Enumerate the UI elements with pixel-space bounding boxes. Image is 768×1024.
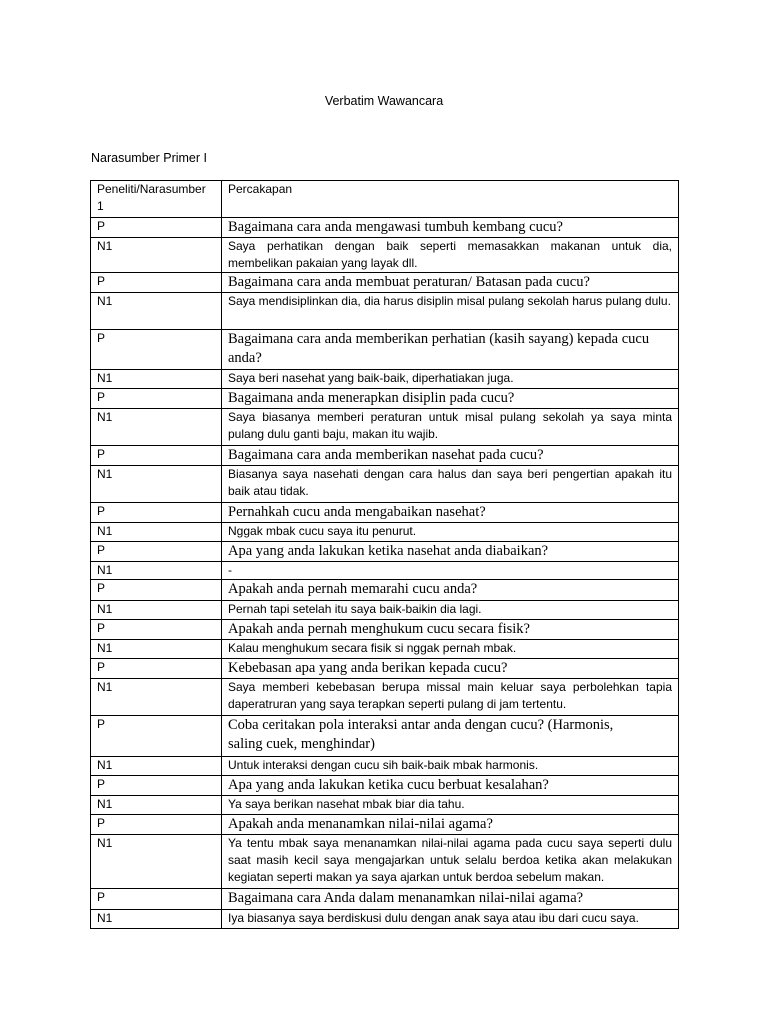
speaker-cell: N1 [91,679,222,716]
speaker-cell: P [91,389,222,409]
speaker-cell: P [91,330,222,370]
answer-cell: Pernah tapi setelah itu saya baik-baikin dia lagi. [222,601,679,620]
question-cell: Apakah anda pernah menghukum cucu secara fisik? [222,620,679,640]
speaker-cell: P [91,273,222,293]
question-cell: Pernahkah cucu anda mengabaikan nasehat? [222,503,679,523]
speaker-cell: N1 [91,796,222,815]
question-cell: Bagaimana cara anda mengawasi tumbuh kembang cucu? [222,218,679,238]
speaker-cell: N1 [91,238,222,273]
answer-cell: Saya memberi kebebasan berupa missal main keluar saya perbolehkan tapia daperatruran yang saya terapkan seperti pulang di jam tertentu. [222,679,679,716]
verbatim-table [90,180,679,929]
question-cell: Bagaimana cara Anda dalam menanamkan nilai-nilai agama? [222,889,679,910]
table-row [91,273,679,293]
section-subtitle: Narasumber Primer I [91,151,207,165]
speaker-cell: P [91,218,222,238]
answer-cell: Saya beri nasehat yang baik-baik, diperhatiakan juga. [222,370,679,389]
answer-cell: Kalau menghukum secara fisik si nggak pernah mbak. [222,640,679,659]
answer-cell: Biasanya saya nasehati dengan cara halus dan saya beri pengertian apakah itu baik atau tidak. [222,466,679,503]
answer-cell: - [222,562,679,580]
table-row [91,910,679,929]
table-row [91,776,679,796]
answer-cell: Saya mendisiplinkan dia, dia harus disiplin misal pulang sekolah harus pulang dulu. [222,293,679,330]
table-row [91,796,679,815]
speaker-cell: N1 [91,293,222,330]
table-row [91,466,679,503]
table-row [91,238,679,273]
table-row [91,370,679,389]
question-text: Coba ceritakan pola interaksi antar anda dengan cucu? (Harmonis, saling cuek, menghindar) [228,717,614,752]
table-row [91,679,679,716]
table-row [91,757,679,776]
speaker-cell: N1 [91,466,222,503]
answer-cell: Saya perhatikan dengan baik seperti memasakkan makanan untuk dia, membelikan pakaian yang layak dll. [222,238,679,273]
table-row [91,640,679,659]
speaker-cell: P [91,580,222,601]
answer-cell: Untuk interaksi dengan cucu sih baik-baik mbak harmonis. [222,757,679,776]
table-row [91,889,679,910]
answer-cell: Ya saya berikan nasehat mbak biar dia tahu. [222,796,679,815]
table-row [91,659,679,679]
speaker-cell: P [91,659,222,679]
speaker-cell: P [91,503,222,523]
answer-cell: Iya biasanya saya berdiskusi dulu dengan anak saya atau ibu dari cucu saya. [222,910,679,929]
table-row [91,580,679,601]
question-cell: Bagaimana cara anda membuat peraturan/ Batasan pada cucu? [222,273,679,293]
header-speaker: Peneliti/Narasumber 1 [91,181,222,218]
speaker-cell: N1 [91,523,222,542]
answer-cell: Nggak mbak cucu saya itu penurut. [222,523,679,542]
table-row [91,523,679,542]
table-row [91,503,679,523]
question-cell: Apakah anda menanamkan nilai-nilai agama? [222,815,679,835]
speaker-cell: N1 [91,910,222,929]
table-row [91,389,679,409]
speaker-cell: N1 [91,370,222,389]
question-cell: Kebebasan apa yang anda berikan kepada cucu? [222,659,679,679]
speaker-cell: N1 [91,409,222,446]
answer-cell: Ya tentu mbak saya menanamkan nilai-nilai agama pada cucu saya seperti dulu saat masih kecil saya mengajarkan untuk selalu berdoa ketika akan melakukan kegiatan seperti makan ya saya ajarkan untuk berdoa sebelum makan. [222,835,679,889]
table-row [91,620,679,640]
table-row [91,293,679,330]
table-row [91,562,679,580]
table-row [91,542,679,562]
speaker-cell: P [91,815,222,835]
question-cell: Bagaimana cara anda memberikan nasehat pada cucu? [222,446,679,466]
speaker-cell: P [91,716,222,757]
question-cell: Bagaimana cara anda memberikan perhatian (kasih sayang) kepada cucu anda? [222,330,679,370]
speaker-cell: P [91,446,222,466]
header-conversation: Percakapan [222,181,679,218]
speaker-cell: N1 [91,562,222,580]
speaker-cell: N1 [91,757,222,776]
table-row [91,409,679,446]
question-cell: Apa yang anda lakukan ketika nasehat anda diabaikan? [222,542,679,562]
question-cell: Bagaimana anda menerapkan disiplin pada cucu? [222,389,679,409]
table-row [91,716,679,757]
table-row [91,218,679,238]
table-row [91,835,679,889]
speaker-cell: P [91,776,222,796]
speaker-cell: P [91,620,222,640]
table-row [91,601,679,620]
speaker-cell: N1 [91,640,222,659]
table-row [91,446,679,466]
question-cell [222,716,679,757]
answer-cell: Saya biasanya memberi peraturan untuk misal pulang sekolah ya saya minta pulang dulu ganti baju, makan itu wajib. [222,409,679,446]
question-cell: Apa yang anda lakukan ketika cucu berbuat kesalahan? [222,776,679,796]
table-header-row [91,181,679,218]
speaker-cell: N1 [91,835,222,889]
page-title: Verbatim Wawancara [324,94,444,108]
speaker-cell: N1 [91,601,222,620]
table-row [91,815,679,835]
table-row [91,330,679,370]
question-cell: Apakah anda pernah memarahi cucu anda? [222,580,679,601]
speaker-cell: P [91,542,222,562]
speaker-cell: P [91,889,222,910]
